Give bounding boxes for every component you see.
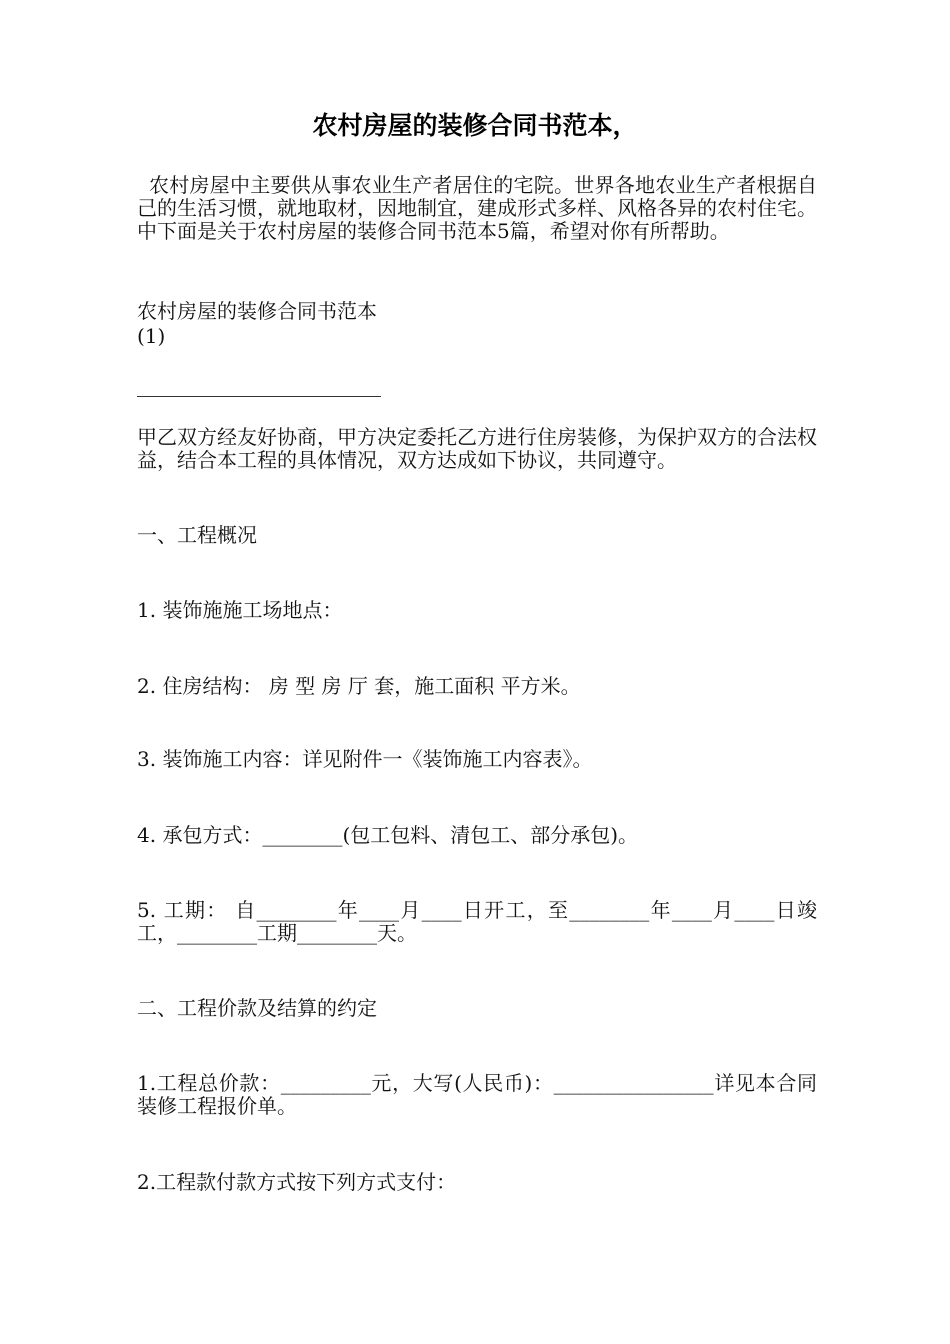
overview-item-structure: 2. 住房结构： 房 型 房 厅 套，施工面积 平方米。 xyxy=(137,674,581,698)
intro-paragraph: 农村房屋中主要供从事农业生产者居住的宅院。世界各地农业生产者根据自己的生活习惯，就地取材，因地制宜，建成形式多样、风格各异的农村住宅。中下面是关于农村房屋的装修合同书范本5篇，希望对你有所帮助。 xyxy=(137,173,817,243)
sample-heading: 农村房屋的装修合同书范本 xyxy=(137,299,377,323)
overview-item-contract-type: 4. 承包方式：________(包工包料、清包工、部分承包)。 xyxy=(137,823,639,847)
overview-item-site: 1. 装饰施施工场地点： xyxy=(137,598,343,622)
document-title: 农村房屋的装修合同书范本， xyxy=(312,111,638,140)
price-item-total: 1.工程总价款：_________元，大写(人民币)：________________详见本合同装修工程报价单。 xyxy=(137,1071,817,1118)
overview-item-schedule: 5. 工期： 自________年____月____日开工，至________年____月____日竣工，________工期________天。 xyxy=(137,898,817,945)
price-item-payment: 2.工程款付款方式按下列方式支付： xyxy=(137,1170,457,1194)
section-heading-overview: 一、工程概况 xyxy=(137,523,257,547)
agreement-paragraph: 甲乙双方经友好协商，甲方决定委托乙方进行住房装修，为保护双方的合法权益，结合本工程的具体情况，双方达成如下协议，共同遵守。 xyxy=(137,425,817,472)
section-heading-price: 二、工程价款及结算的约定 xyxy=(137,996,377,1020)
signature-rule xyxy=(137,396,381,397)
sample-number: (1) xyxy=(137,324,166,348)
overview-item-content: 3. 装饰施工内容：详见附件一《装饰施工内容表》。 xyxy=(137,747,593,771)
